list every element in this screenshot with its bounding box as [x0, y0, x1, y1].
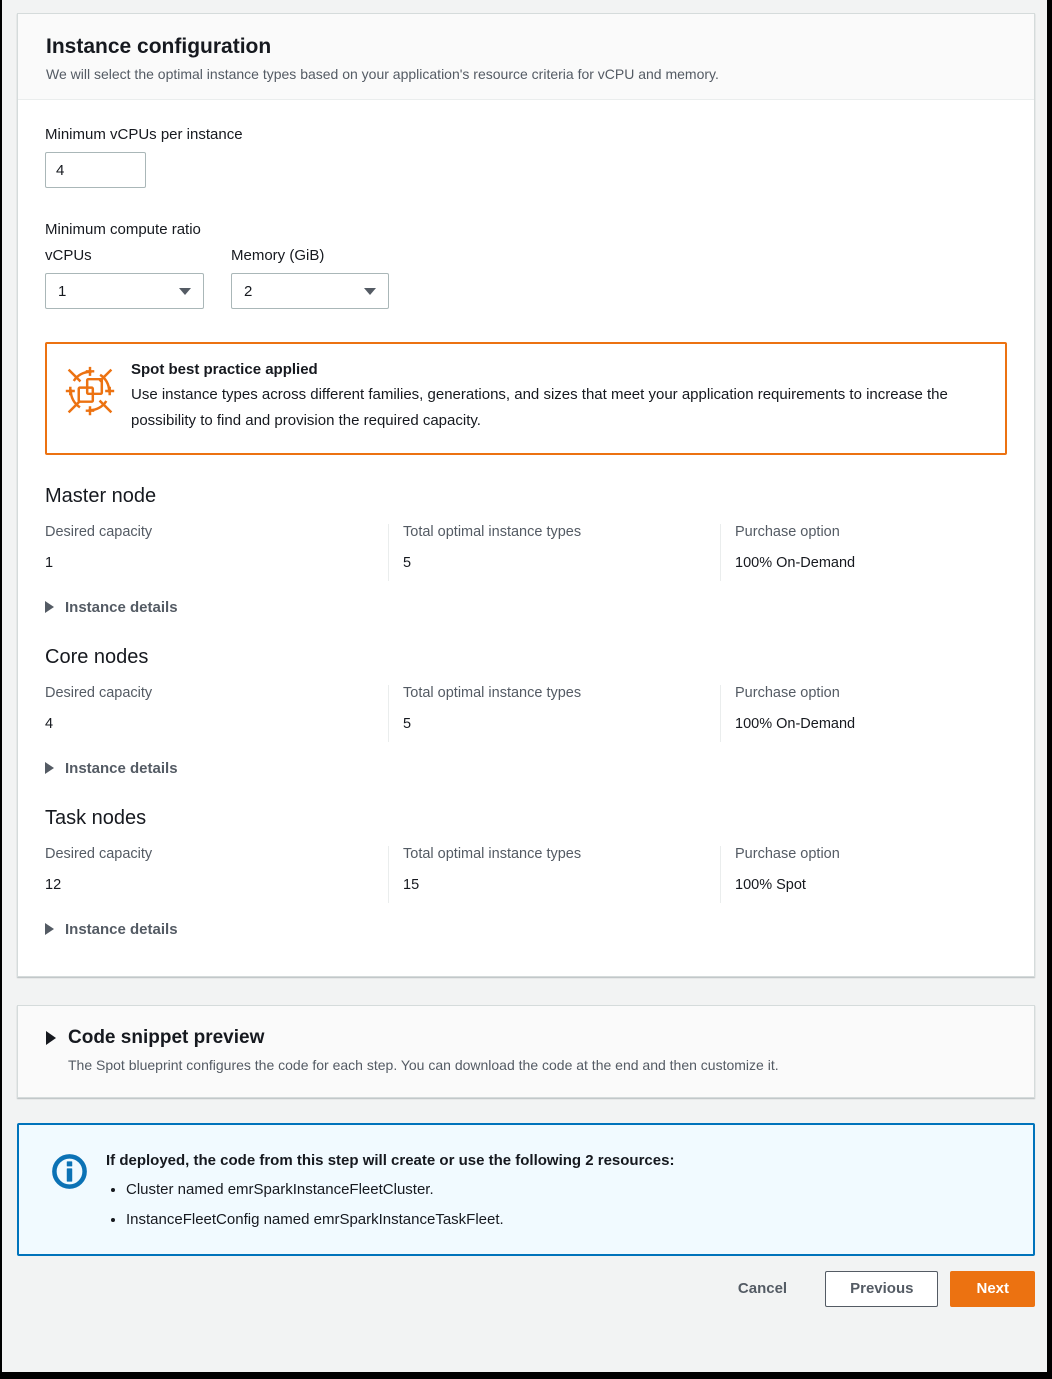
- page-description: We will select the optimal instance types based on your application's resource criteria for vCPU and memory.: [46, 66, 719, 82]
- spot-target-icon: [63, 361, 117, 434]
- desired-capacity-value: 12: [45, 876, 62, 893]
- triangle-right-icon: [45, 601, 54, 613]
- instance-details-expander[interactable]: [45, 599, 1007, 616]
- instance-details-label: Instance details: [65, 598, 178, 616]
- caret-down-icon: [364, 288, 376, 295]
- cancel-button[interactable]: Cancel: [718, 1272, 807, 1305]
- node-summary: [45, 685, 1007, 742]
- card-header: [18, 14, 1034, 100]
- compute-ratio-row: [45, 247, 1007, 309]
- desired-capacity-column: [45, 846, 388, 903]
- instance-types-column: [388, 846, 720, 903]
- memory-select-value: 2: [244, 282, 253, 300]
- instance-types-value: 5: [403, 554, 412, 571]
- code-snippet-title: Code snippet preview: [68, 1026, 265, 1048]
- instance-details-expander[interactable]: [45, 921, 1007, 938]
- instance-details-label: Instance details: [65, 759, 178, 777]
- desired-capacity-label: Desired capacity: [45, 845, 153, 862]
- instance-types-column: [388, 685, 720, 742]
- compute-ratio-group: [45, 221, 1007, 309]
- instance-types-column: [388, 524, 720, 581]
- memory-field: [231, 247, 389, 309]
- instance-details-expander[interactable]: [45, 760, 1007, 777]
- vcpus-select-value: 1: [58, 282, 67, 300]
- vcpus-field: [45, 247, 204, 309]
- resources-info-box: [17, 1123, 1035, 1256]
- code-snippet-description: The Spot blueprint configures the code for each step. You can download the code at the end and then customize it.: [68, 1056, 779, 1073]
- spot-best-practice-alert: [45, 342, 1007, 455]
- info-title: If deployed, the code from this step will create or use the following 2 resources:: [106, 1151, 675, 1169]
- desired-capacity-value: 4: [45, 715, 54, 732]
- desired-capacity-label: Desired capacity: [45, 523, 153, 540]
- resource-list-item: • Cluster named emrSparkInstanceFleetCluster.: [126, 1181, 674, 1198]
- purchase-option-value: 100% On-Demand: [735, 715, 856, 732]
- instance-types-label: Total optimal instance types: [403, 684, 582, 701]
- purchase-option-column: [720, 524, 1007, 581]
- vcpus-select[interactable]: [45, 273, 204, 309]
- purchase-option-value: 100% Spot: [735, 876, 806, 893]
- alert-title: Spot best practice applied: [131, 361, 318, 378]
- node-heading: Core nodes: [45, 645, 149, 668]
- min-vcpus-label: Minimum vCPUs per instance: [45, 126, 243, 143]
- compute-ratio-label: Minimum compute ratio: [45, 221, 201, 238]
- memory-label: Memory (GiB): [231, 247, 325, 264]
- instance-types-label: Total optimal instance types: [403, 845, 582, 862]
- triangle-right-icon: [46, 1031, 56, 1045]
- card-body: [18, 100, 1034, 976]
- resource-list: [126, 1181, 674, 1228]
- purchase-option-label: Purchase option: [735, 684, 840, 701]
- triangle-right-icon: [45, 923, 54, 935]
- purchase-option-label: Purchase option: [735, 845, 840, 862]
- node-heading: Master node: [45, 484, 157, 507]
- instance-types-label: Total optimal instance types: [403, 523, 582, 540]
- instance-details-label: Instance details: [65, 920, 178, 938]
- wizard-footer: [17, 1271, 1035, 1317]
- task-nodes-section: [45, 807, 1007, 938]
- desired-capacity-value: 1: [45, 554, 54, 571]
- alert-content: [131, 361, 985, 434]
- page-title: Instance configuration: [46, 35, 272, 58]
- triangle-right-icon: [45, 762, 54, 774]
- previous-button[interactable]: Previous: [825, 1271, 938, 1307]
- info-content: [106, 1152, 674, 1228]
- code-snippet-card: [17, 1005, 1035, 1098]
- purchase-option-column: [720, 846, 1007, 903]
- vcpus-label: vCPUs: [45, 247, 92, 264]
- resource-list-item: • InstanceFleetConfig named emrSparkInstanceTaskFleet.: [126, 1211, 674, 1228]
- core-nodes-section: [45, 646, 1007, 777]
- purchase-option-column: [720, 685, 1007, 742]
- node-summary: [45, 846, 1007, 903]
- purchase-option-label: Purchase option: [735, 523, 840, 540]
- desired-capacity-column: [45, 524, 388, 581]
- instance-types-value: 5: [403, 715, 412, 732]
- desired-capacity-label: Desired capacity: [45, 684, 153, 701]
- info-circle-icon: [50, 1152, 89, 1228]
- min-vcpus-input[interactable]: [45, 152, 146, 188]
- page: [2, 0, 1047, 1372]
- node-heading: Task nodes: [45, 806, 147, 829]
- instance-types-value: 15: [403, 876, 420, 893]
- master-node-section: [45, 485, 1007, 616]
- alert-text: Use instance types across different families, generations, and sizes that meet your application requirements to increase the possibility to find and provision the required capacity.: [131, 386, 948, 429]
- min-vcpus-group: [45, 126, 1007, 188]
- desired-capacity-column: [45, 685, 388, 742]
- purchase-option-value: 100% On-Demand: [735, 554, 856, 571]
- next-button[interactable]: Next: [950, 1271, 1035, 1307]
- caret-down-icon: [179, 288, 191, 295]
- code-snippet-expander[interactable]: [46, 1027, 1006, 1049]
- node-summary: [45, 524, 1007, 581]
- instance-configuration-card: [17, 13, 1035, 977]
- memory-select[interactable]: [231, 273, 389, 309]
